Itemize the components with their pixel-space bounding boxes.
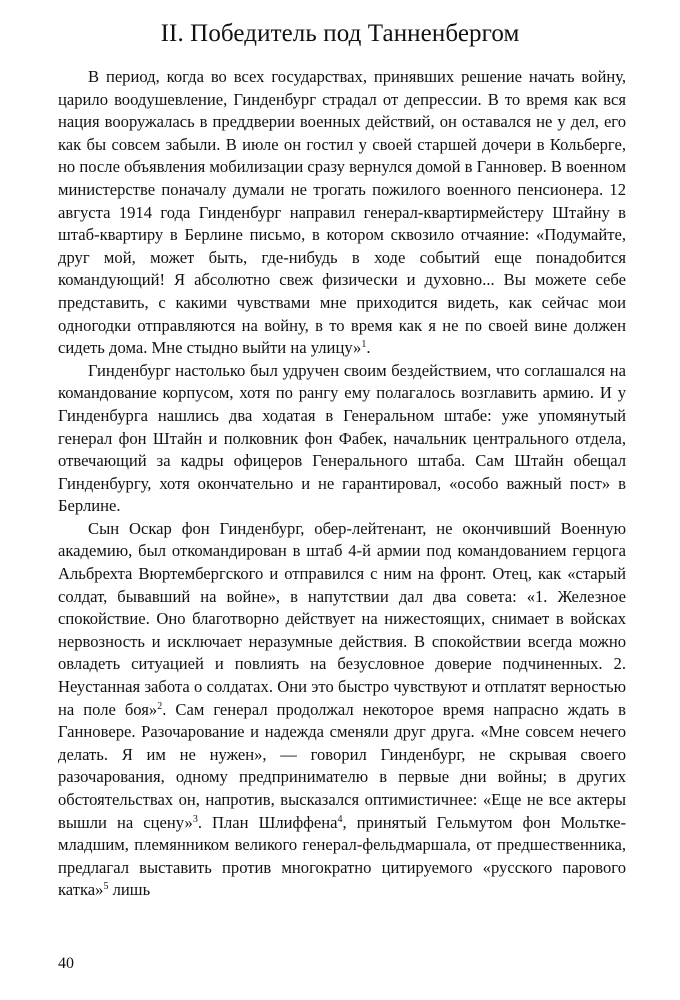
page-number: 40 xyxy=(58,955,74,972)
paragraph-text: Гинденбург настолько был удручен своим бездействием, что соглашался на командование корпусом, хотя по рангу ему полагалось возглавить армию. И у Гинденбурга нашлись два ходатая в Генеральном штабе: уже упомянутый генерал фон Штайн и полковник фон Фабек, начальник центрального отдела, отвечающий за кадры офицеров Генерального штаба. Сам Штайн обещал Гинденбургу, хотя окончательно и не гарантировал, «особо важный пост» в Берлине. xyxy=(58,360,626,516)
paragraph-2 xyxy=(58,360,626,518)
chapter-title: II. Победитель под Танненбергом xyxy=(160,20,520,47)
paragraph-1 xyxy=(58,66,626,360)
footnote-ref-4: 4 xyxy=(337,813,343,825)
paragraph-text: лишь xyxy=(108,880,151,900)
paragraph-text: Сын Оскар фон Гинденбург, обер-лейтенант, не окончивший Военную академию, был откомандирован в штаб 4-й армии под командованием герцога Альбрехта Вюртембергского и отправился с ним на фронт. Отец, как «старый солдат, бывавший на войне», в напутствии дал два совета: «1. Железное спокойствие. Оно благотворно действует на нижестоящих, снимает в войсках нервозность и исключает неразумные действия. В спокойствии всегда можно овладеть ситуацией и повлиять на безусловное доверие подчиненных. 2. Неустанная забота о солдатах. Они это быстро чувствуют и отплатят верностью на поле боя» xyxy=(58,518,626,719)
footnote-ref-5: 5 xyxy=(103,881,109,893)
paragraph-text: В период, когда во всех государствах, принявших решение начать войну, царило воодушевление, Гинденбург страдал от депрессии. В то время как вся нация вооружалась в преддверии военных действий, он оставался не у дел, его как бы совсем забыли. В июле он гостил у своей старшей дочери в Кольберге, но после объявления мобилизации сразу вернулся домой в Ганновер. В военном министерстве поначалу думали не трогать пожилого военного пенсионера. 12 августа 1914 года Гинденбург направил генерал-квартирмейстеру Штайну в штаб-квартиру в Берлине письмо, в котором сквозило отчаяние: «Подумайте, друг мой, может быть, где-нибудь в ходе событий еще понадобится командующий! Я абсолютно свеж физически и духовно... Вы можете себе представить, с какими чувствами мне приходится видеть, как сейчас мои одногодки отправляются на войну, в то время как я не по своей вине должен сидеть дома. Мне стыдно выйти на улицу» xyxy=(58,67,626,358)
footnote-ref-1: 1 xyxy=(361,339,367,351)
paragraph-text: . xyxy=(366,338,371,358)
paragraph-text: . План Шлиффена xyxy=(197,812,338,832)
paragraph-3 xyxy=(58,518,626,902)
footnote-ref-2: 2 xyxy=(157,700,163,712)
paragraph-text: . Сам генерал продолжал некоторое время напрасно ждать в Ганновере. Разочарование и надежда сменяли друг друга. «Мне совсем нечего делать. Я им не нужен», — говорил Гинденбург, не скрывая своего разочарования, одному предпринимателю в первые дни войны; в других обстоятельствах он, напротив, высказался оптимистичнее: «Еще не все актеры вышли на сцену» xyxy=(58,699,627,832)
footnote-ref-3: 3 xyxy=(192,813,198,825)
paragraph-text: , принятый Гельмутом фон Мольтке-младшим, племянником великого генерал-фельдмаршала, от предшественника, предлагал выставить против многократно цитируемого «русского парового катка» xyxy=(58,812,627,900)
body-text xyxy=(58,66,626,902)
